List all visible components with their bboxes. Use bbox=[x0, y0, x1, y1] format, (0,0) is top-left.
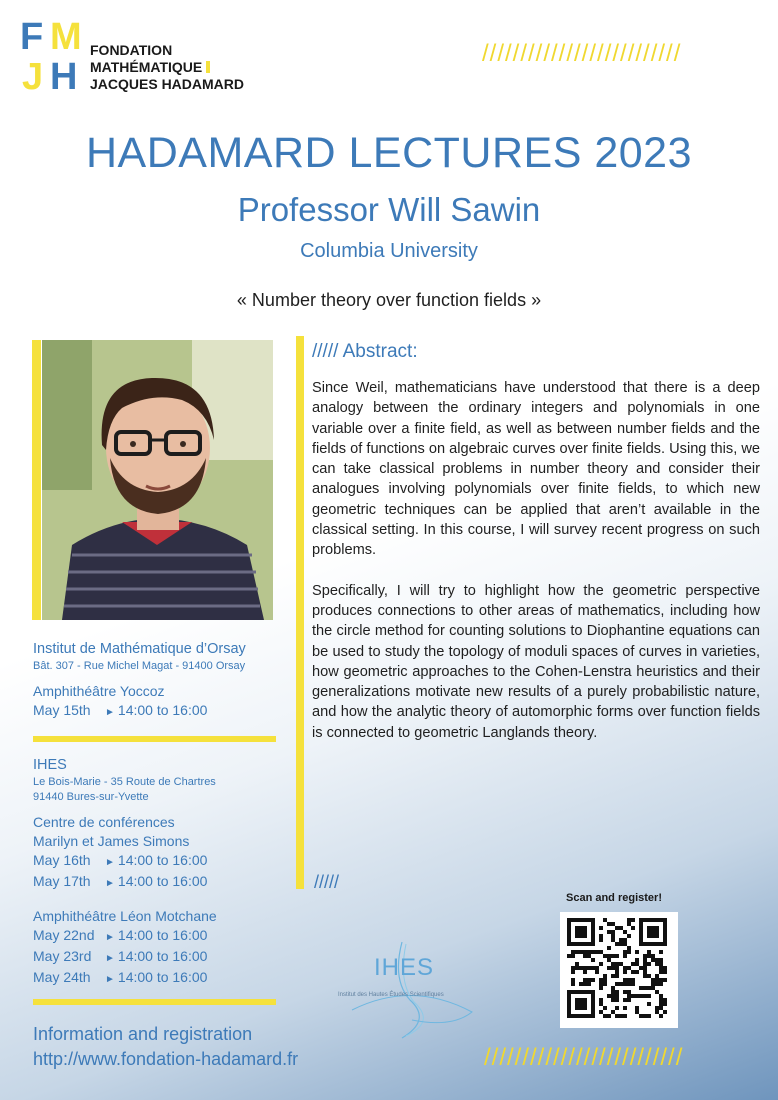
info-label: Information and registration bbox=[33, 1024, 253, 1044]
speaker-portrait-illustration bbox=[42, 340, 273, 620]
venue-orsay-name: Institut de Mathématique d’Orsay bbox=[33, 641, 246, 657]
venue-orsay-address: Bât. 307 - Rue Michel Magat - 91400 Orsay bbox=[33, 660, 246, 672]
foundation-name-line2-wrap bbox=[90, 59, 244, 76]
schedule-row bbox=[33, 701, 278, 722]
foundation-name bbox=[90, 42, 244, 93]
schedule-date: May 22nd bbox=[33, 927, 95, 943]
schedule-row bbox=[33, 851, 278, 872]
course-title: « Number theory over function fields » bbox=[236, 290, 542, 310]
qr-code-icon bbox=[560, 912, 678, 1028]
play-arrow-icon: ► bbox=[105, 878, 115, 889]
schedule-row bbox=[33, 926, 278, 947]
schedule-time: 14:00 to 16:00 bbox=[117, 927, 208, 943]
schedule-date: May 15th bbox=[33, 702, 91, 718]
ihes-logo-text: IHES bbox=[374, 954, 435, 981]
room-yoccoz: Amphithéâtre Yoccoz bbox=[33, 683, 165, 699]
qr-code[interactable] bbox=[560, 912, 678, 1028]
play-arrow-icon: ► bbox=[105, 974, 115, 985]
venue-ihes-address-line1: Le Bois-Marie - 35 Route de Chartres bbox=[33, 776, 216, 788]
venue-ihes-name: IHES bbox=[33, 757, 67, 773]
fmjh-monogram bbox=[18, 16, 86, 100]
venue-separator bbox=[33, 736, 276, 742]
play-arrow-icon: ► bbox=[105, 707, 115, 718]
photo-accent-bar bbox=[32, 340, 41, 620]
abstract-heading: ///// Abstract: bbox=[312, 341, 418, 362]
abstract-end-mark: ///// bbox=[314, 872, 340, 892]
venue-schedule bbox=[33, 640, 278, 1019]
abstract-paragraph-2: Specifically, I will try to highlight how the geometric perspective produces connections to other areas of mathematics, including how the circle method for counting solutions to Diophantine equations can be used to study the topology of moduli spaces of curves in varieties, how geometric approaches to the Cohen-Lenstra heuristics and their generalizations motivate new results of a purely probabilistic nature, and how the analytic theory of automorphic forms over function fields is connected to geometric Langlands theory. bbox=[312, 582, 760, 741]
ihes-logo bbox=[332, 940, 492, 1040]
schedule-date: May 16th bbox=[33, 852, 91, 868]
schedule-date: May 17th bbox=[33, 873, 91, 889]
abstract-text bbox=[312, 378, 760, 763]
logo-letter-j: J bbox=[22, 56, 44, 98]
schedule-time: 14:00 to 16:00 bbox=[117, 702, 208, 718]
schedule-row bbox=[33, 947, 278, 968]
decorative-slashes-bottom: ////////////////////////// bbox=[484, 1044, 684, 1071]
play-arrow-icon: ► bbox=[105, 932, 115, 943]
foundation-name-line1: FONDATION bbox=[90, 42, 173, 58]
room-motchane: Amphithéâtre Léon Motchane bbox=[33, 908, 217, 924]
logo-letter-f: F bbox=[20, 16, 44, 58]
speaker-affiliation: Columbia University bbox=[300, 240, 478, 262]
venue-ihes-address-line2: 91440 Bures-sur-Yvette bbox=[33, 791, 149, 803]
logo-yellow-bar bbox=[206, 61, 210, 73]
abstract-accent-bar bbox=[296, 336, 304, 889]
info-url-link[interactable]: http://www.fondation-hadamard.fr bbox=[33, 1049, 299, 1069]
schedule-row bbox=[33, 968, 278, 989]
event-title: HADAMARD LECTURES 2023 bbox=[85, 129, 692, 177]
speaker-name: Professor Will Sawin bbox=[237, 191, 541, 228]
foundation-logo bbox=[18, 16, 258, 102]
decorative-slashes-top: ////////////////////////// bbox=[482, 40, 682, 67]
qr-label: Scan and register! bbox=[566, 892, 662, 904]
ihes-logo-subtitle: Institut des Hautes Études Scientifiques bbox=[338, 992, 444, 998]
room-simons-line2: Marilyn et James Simons bbox=[33, 833, 190, 849]
venue-separator-bottom bbox=[33, 999, 276, 1005]
schedule-date: May 23rd bbox=[33, 948, 92, 964]
foundation-name-line3: JACQUES HADAMARD bbox=[90, 76, 245, 92]
logo-letter-m: M bbox=[50, 16, 82, 58]
schedule-time: 14:00 to 16:00 bbox=[117, 948, 208, 964]
speaker-photo bbox=[42, 340, 273, 620]
info-block bbox=[33, 1022, 298, 1072]
schedule-time: 14:00 to 16:00 bbox=[117, 969, 208, 985]
schedule-row bbox=[33, 872, 278, 893]
abstract-paragraph-1: Since Weil, mathematicians have understood that there is a deep analogy between the ordinary integers and polynomials in one variable over a finite field, as well as between number fields and the fields of functions on algebraic curves over finite fields. Using this, we can take classical problems in number theory and consider their analogues involving polynomials over finite fields, to which new geometric techniques can be applied that aren’t available in the classical setting. In this course, I will survey recent progress on such problems. bbox=[312, 380, 760, 559]
play-arrow-icon: ► bbox=[105, 953, 115, 964]
foundation-name-line2: MATHÉMATIQUE bbox=[90, 59, 203, 75]
schedule-time: 14:00 to 16:00 bbox=[117, 873, 208, 889]
play-arrow-icon: ► bbox=[105, 857, 115, 868]
schedule-date: May 24th bbox=[33, 969, 91, 985]
schedule-time: 14:00 to 16:00 bbox=[117, 852, 208, 868]
logo-letter-h: H bbox=[50, 56, 78, 98]
room-simons-line1: Centre de conférences bbox=[33, 814, 175, 830]
